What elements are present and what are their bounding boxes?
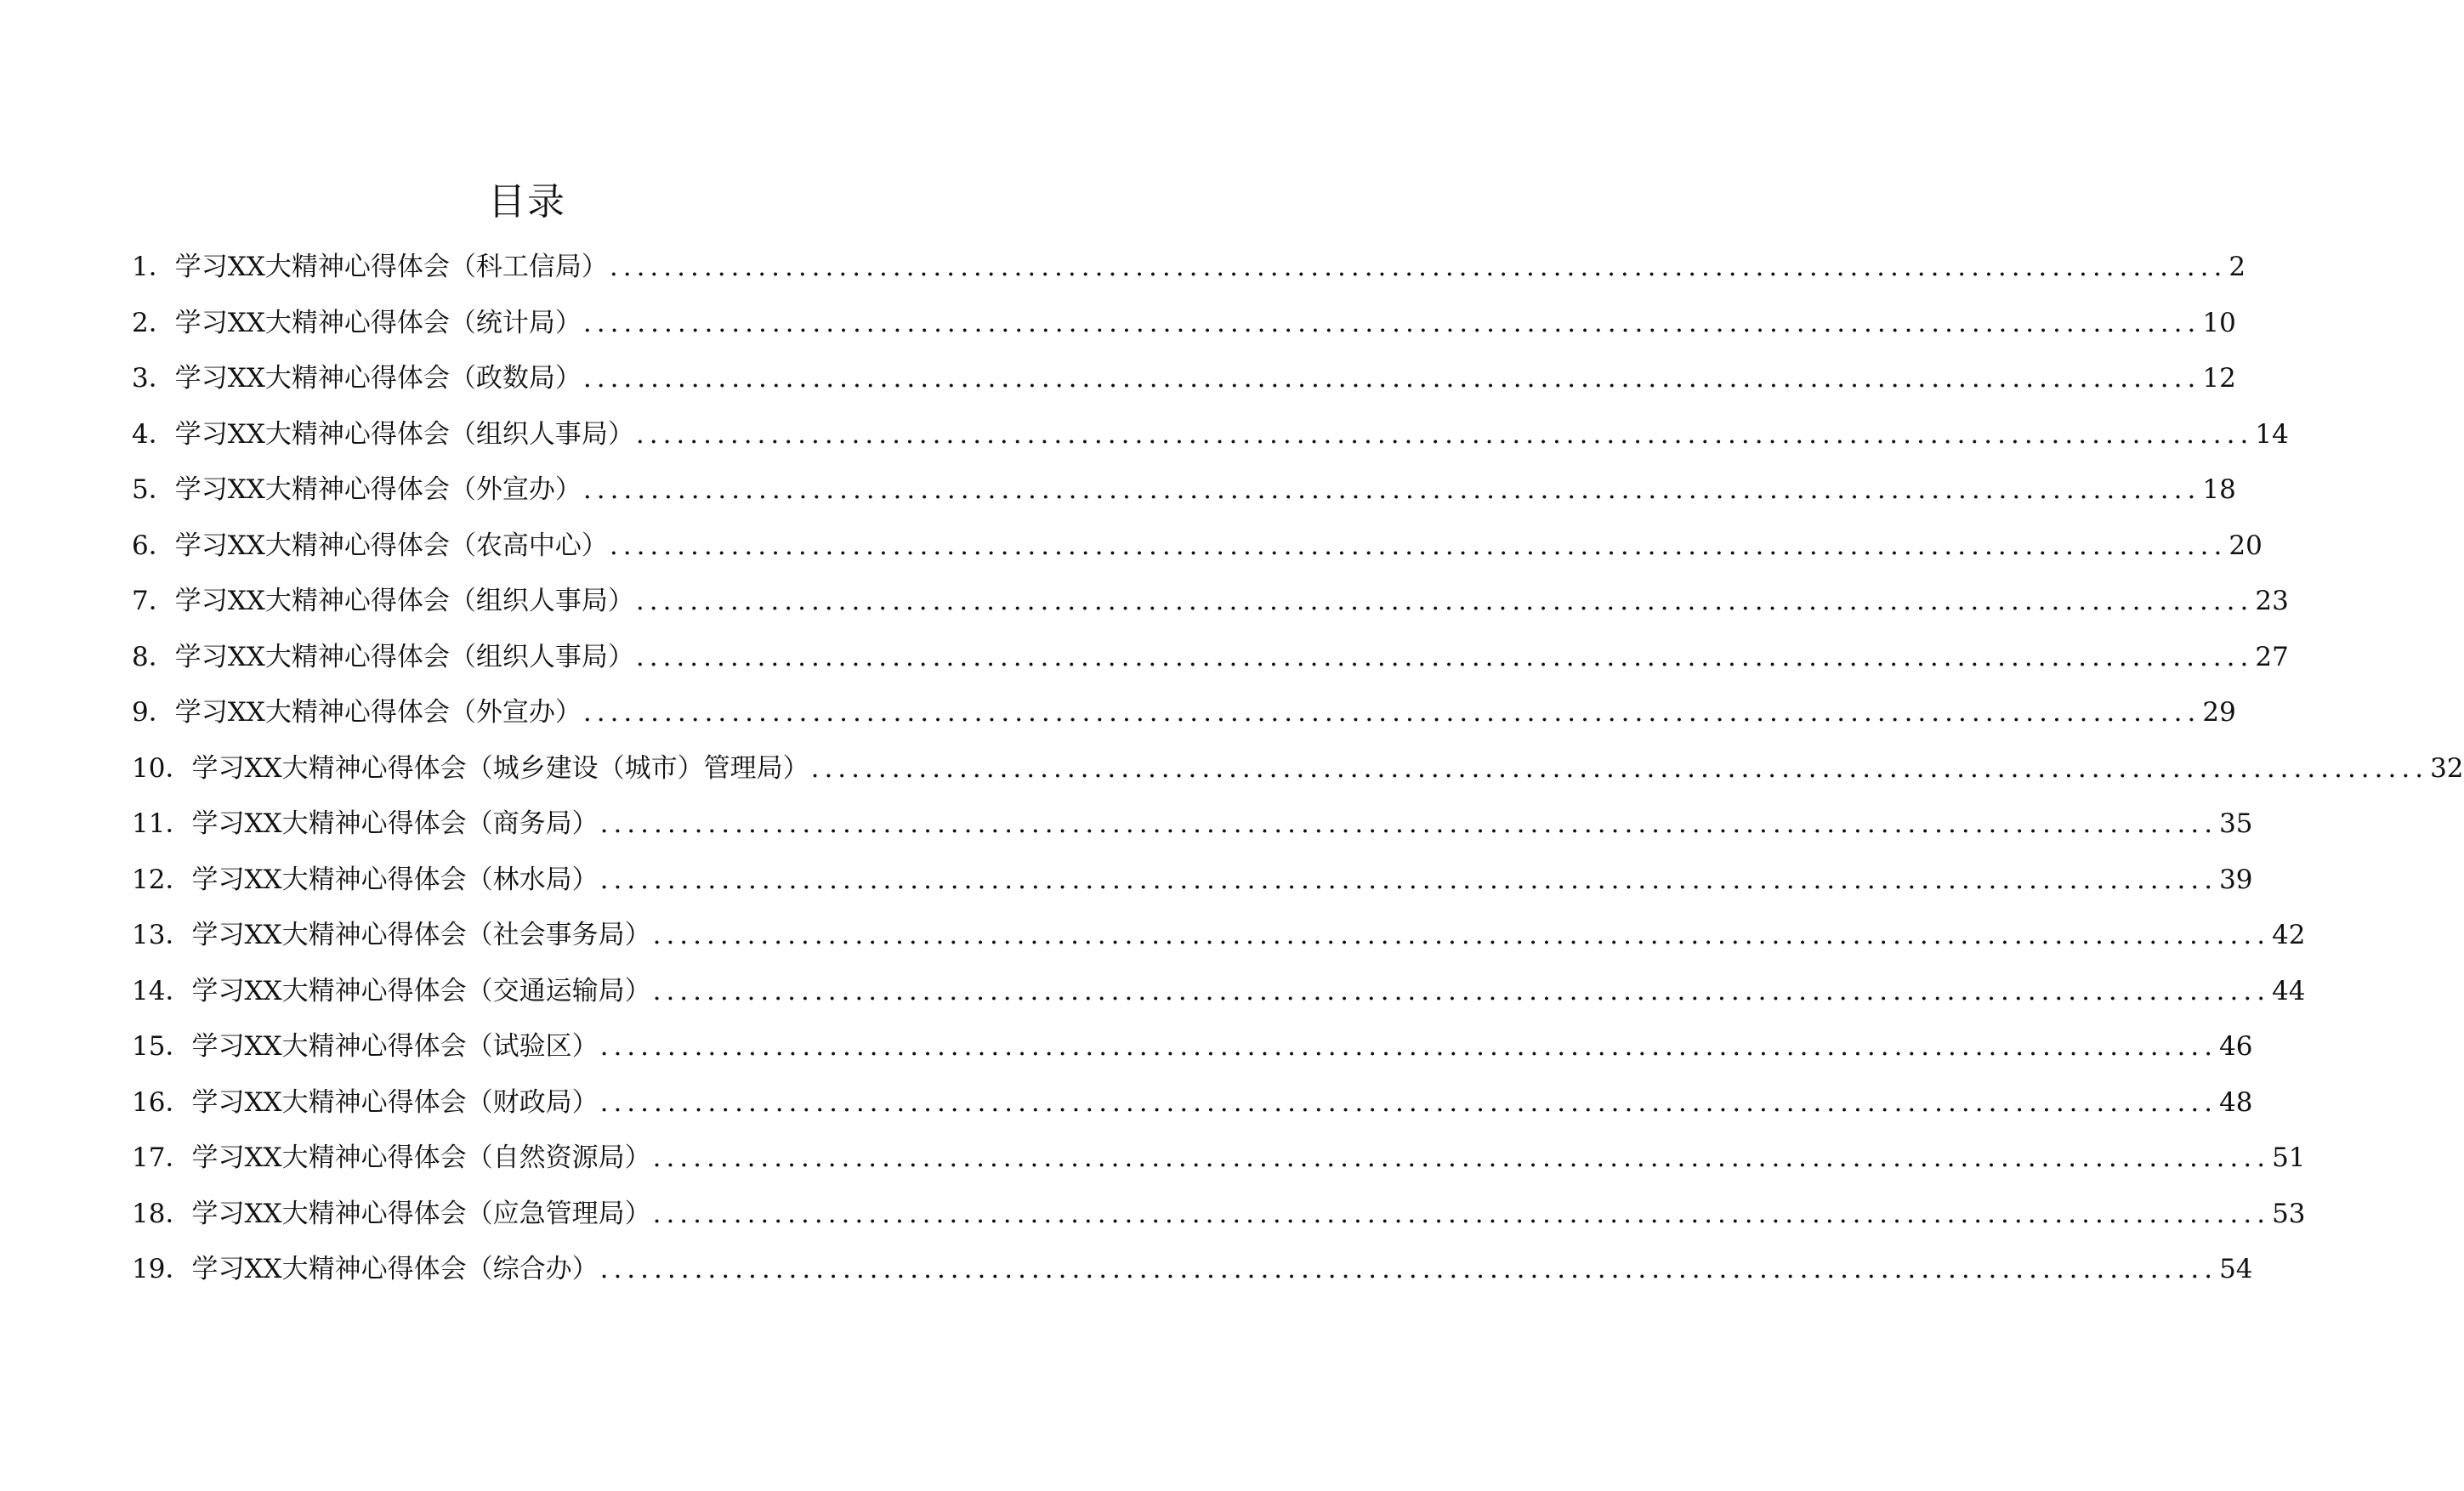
toc-entry-label: 13．学习XX大精神心得体会（社会事务局）: [132, 920, 651, 950]
toc-entry[interactable]: [132, 1187, 2306, 1243]
toc-entry-page: 51: [2272, 1142, 2306, 1173]
toc-entry-page: 29: [2202, 697, 2236, 728]
toc-entry-page: 2: [2228, 252, 2246, 282]
dot-leader: ........................................................................................................................: [599, 1254, 2218, 1284]
toc-entry[interactable]: [132, 685, 2236, 741]
toc-entry-label: 12．学习XX大精神心得体会（林水局）: [132, 864, 599, 895]
toc-entry-label: 8．学习XX大精神心得体会（组织人事局）: [132, 641, 634, 672]
dot-leader: ........................................................................................................................: [582, 307, 2201, 338]
toc-entry-label: 14．学习XX大精神心得体会（交通运输局）: [132, 975, 651, 1006]
toc-entry-page: 23: [2255, 586, 2289, 616]
toc-entry-page: 35: [2219, 808, 2253, 839]
dot-leader: ........................................................................................................................: [652, 1142, 2271, 1173]
toc-entry-page: 32: [2430, 752, 2464, 784]
dot-leader: ........................................................................................................................: [652, 1198, 2271, 1229]
toc-entry[interactable]: [132, 908, 2306, 964]
dot-leader: ........................................................................................................................: [582, 363, 2201, 394]
dot-leader: ........................................................................................................................: [652, 975, 2271, 1006]
toc-entry-label: 4．学习XX大精神心得体会（组织人事局）: [132, 418, 634, 450]
toc-entry-page: 54: [2219, 1254, 2253, 1284]
toc-list: [132, 240, 2464, 1298]
dot-leader: ........................................................................................................................: [652, 920, 2271, 950]
toc-entry[interactable]: [132, 1242, 2253, 1298]
toc-entry-page: 53: [2272, 1198, 2306, 1229]
toc-title: 目录: [488, 180, 566, 224]
toc-entry[interactable]: [132, 574, 2289, 630]
toc-entry-page: 48: [2219, 1086, 2253, 1118]
toc-entry[interactable]: [132, 741, 2464, 797]
toc-entry[interactable]: [132, 1019, 2253, 1075]
toc-entry-label: 16．学习XX大精神心得体会（财政局）: [132, 1086, 599, 1118]
dot-leader: ........................................................................................................................: [599, 864, 2218, 895]
toc-entry-label: 10．学习XX大精神心得体会（城乡建设（城市）管理局）: [132, 752, 809, 784]
toc-entry[interactable]: [132, 853, 2253, 909]
toc-entry-page: 18: [2202, 474, 2236, 505]
dot-leader: ........................................................................................................................: [635, 418, 2254, 450]
dot-leader: ........................................................................................................................: [599, 1086, 2218, 1118]
toc-entry-label: 9．学习XX大精神心得体会（外宣办）: [132, 697, 582, 728]
dot-leader: ........................................................................................................................: [582, 697, 2201, 728]
toc-entry-label: 15．学习XX大精神心得体会（试验区）: [132, 1031, 599, 1062]
dot-leader: ........................................................................................................................: [635, 641, 2254, 672]
dot-leader: ........................................................................................................................: [635, 586, 2254, 616]
toc-entry[interactable]: [132, 351, 2236, 407]
dot-leader: ........................................................................................................................: [599, 808, 2218, 839]
dot-leader: ........................................................................................................................: [810, 752, 2429, 784]
toc-entry[interactable]: [132, 797, 2253, 853]
toc-entry-page: 12: [2202, 363, 2236, 394]
toc-entry-label: 7．学习XX大精神心得体会（组织人事局）: [132, 586, 634, 616]
toc-entry-page: 46: [2219, 1031, 2253, 1062]
toc-entry-label: 18．学习XX大精神心得体会（应急管理局）: [132, 1198, 651, 1229]
toc-entry-page: 27: [2255, 641, 2289, 672]
dot-leader: ........................................................................................................................: [582, 474, 2201, 505]
toc-entry[interactable]: [132, 630, 2289, 686]
toc-entry-page: 44: [2272, 975, 2306, 1006]
toc-entry-page: 42: [2272, 920, 2306, 950]
toc-entry-label: 3．学习XX大精神心得体会（政数局）: [132, 363, 582, 394]
toc-entry-label: 11．学习XX大精神心得体会（商务局）: [132, 808, 599, 839]
toc-entry-label: 19．学习XX大精神心得体会（综合办）: [132, 1254, 599, 1284]
toc-entry-label: 1．学习XX大精神心得体会（科工信局）: [132, 252, 608, 282]
toc-entry-page: 10: [2202, 307, 2236, 338]
toc-entry[interactable]: [132, 1131, 2306, 1187]
toc-entry-label: 2．学习XX大精神心得体会（统计局）: [132, 307, 582, 338]
toc-entry[interactable]: [132, 519, 2262, 575]
toc-entry-page: 14: [2255, 418, 2289, 450]
toc-entry[interactable]: [132, 296, 2236, 352]
dot-leader: ........................................................................................................................: [599, 1031, 2218, 1062]
dot-leader: ........................................................................................................................: [609, 252, 2228, 282]
toc-entry[interactable]: [132, 462, 2236, 519]
toc-entry-label: 6．学习XX大精神心得体会（农高中心）: [132, 530, 608, 561]
toc-entry[interactable]: [132, 964, 2306, 1020]
toc-entry[interactable]: [132, 240, 2246, 296]
toc-entry-label: 5．学习XX大精神心得体会（外宣办）: [132, 474, 582, 505]
toc-entry-label: 17．学习XX大精神心得体会（自然资源局）: [132, 1142, 651, 1173]
toc-entry-page: 39: [2219, 864, 2253, 895]
toc-entry[interactable]: [132, 407, 2289, 463]
toc-entry-page: 20: [2228, 530, 2262, 561]
dot-leader: ........................................................................................................................: [609, 530, 2228, 561]
toc-entry[interactable]: [132, 1075, 2253, 1131]
